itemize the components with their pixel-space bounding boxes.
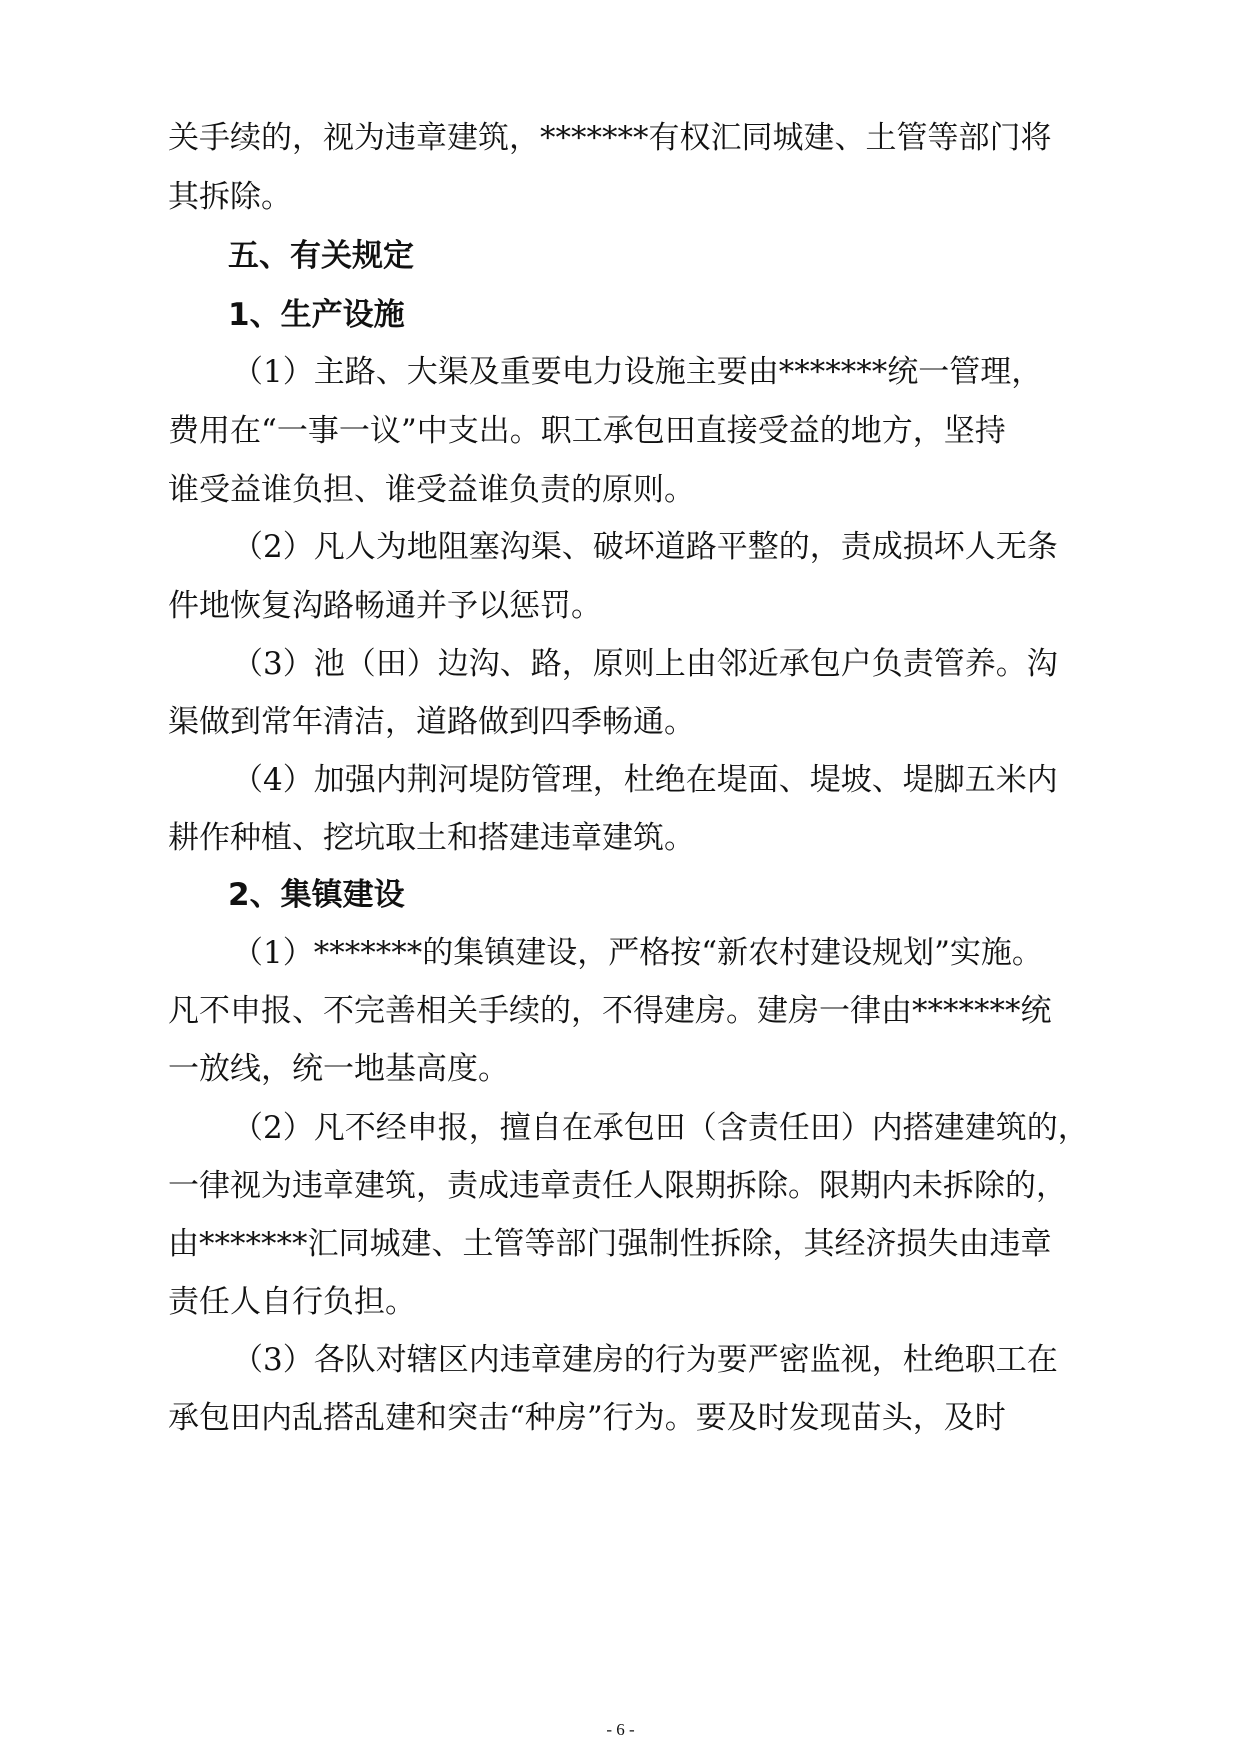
paragraph-text: 由*******汇同城建、土管等部门强制性拆除，其经济损失由违章 — [168, 1226, 1052, 1262]
page-number: - 6 - — [606, 1720, 635, 1739]
paragraph-text: 件地恢复沟路畅通并予以惩罚。 — [168, 588, 602, 624]
paragraph-text: 关手续的，视为违章建筑，*******有权汇同城建、土管等部门将 — [168, 120, 1052, 156]
subsection-heading-text: 2、集镇建设 — [228, 877, 405, 913]
paragraph-text: （3）各队对辖区内违章建房的行为要严密监视，杜绝职工在 — [232, 1342, 1058, 1378]
paragraph-text: （2）凡人为地阻塞沟渠、破坏道路平整的，责成损坏人无条 — [232, 529, 1058, 565]
section-heading-text: 五、有关规定 — [228, 238, 414, 274]
paragraph-text: 费用在“一事一议”中支出。职工承包田直接受益的地方，坚持 — [168, 413, 1006, 449]
paragraph-text: （2）凡不经申报，擅自在承包田（含责任田）内搭建建筑的， — [232, 1110, 1089, 1146]
paragraph-text: （1）主路、大渠及重要电力设施主要由*******统一管理， — [232, 354, 1043, 390]
paragraph-text: 承包田内乱搭乱建和突击“种房”行为。要及时发现苗头，及时 — [168, 1400, 1006, 1436]
paragraph-text: （1）*******的集镇建设，严格按“新农村建设规划”实施。 — [232, 935, 1043, 971]
paragraph-text: 耕作种植、挖坑取土和搭建违章建筑。 — [168, 820, 695, 856]
paragraph-text: （3）池（田）边沟、路，原则上由邻近承包户负责管养。沟 — [232, 646, 1058, 682]
paragraph-text: 一放线，统一地基高度。 — [168, 1051, 509, 1087]
paragraph-text: 其拆除。 — [168, 179, 292, 215]
paragraph-text: 凡不申报、不完善相关手续的，不得建房。建房一律由*******统 — [168, 993, 1052, 1029]
paragraph-text: 一律视为违章建筑，责成违章责任人限期拆除。限期内未拆除的， — [168, 1168, 1067, 1204]
subsection-heading-text: 1、生产设施 — [228, 297, 405, 333]
paragraph-text: 责任人自行负担。 — [168, 1284, 416, 1320]
paragraph-text: 渠做到常年清洁，道路做到四季畅通。 — [168, 704, 695, 740]
paragraph-text: 谁受益谁负担、谁受益谁负责的原则。 — [168, 472, 695, 508]
paragraph-text: （4）加强内荆河堤防管理，杜绝在堤面、堤坡、堤脚五米内 — [232, 762, 1058, 798]
